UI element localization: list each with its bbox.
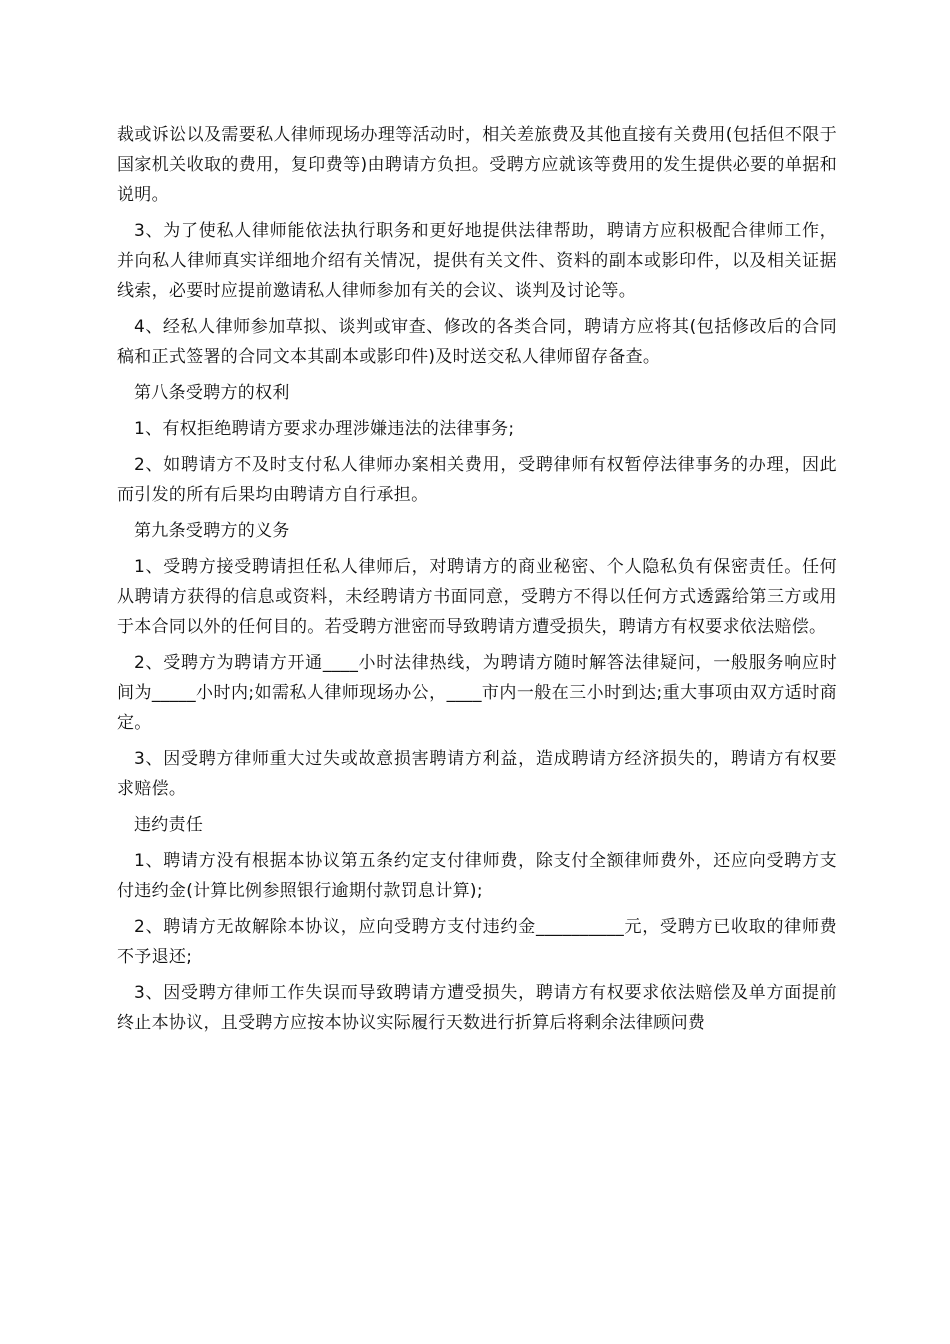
paragraph-late-payment: 1、聘请方没有根据本协议第五条约定支付律师费，除支付全额律师费外，还应向受聘方支付违约金(计算比例参照银行逾期付款罚息计算); bbox=[117, 851, 837, 901]
paragraph-travel-expenses: 裁或诉讼以及需要私人律师现场办理等活动时，相关差旅费及其他直接有关费用(包括但不限于国家机关收取的费用，复印费等)由聘请方负担。受聘方应就该等费用的发生提供必要的单据和说明。 bbox=[117, 125, 837, 205]
paragraph-cooperation: 3、为了使私人律师能依法执行职务和更好地提供法律帮助，聘请方应积极配合律师工作，并向私人律师真实详细地介绍有关情况，提供有关文件、资料的副本或影印件，以及相关证据线索，必要时应提前邀请私人律师参加有关的会议、谈判及讨论等。 bbox=[117, 221, 837, 301]
paragraph-work-error: 3、因受聘方律师工作失误而导致聘请方遭受损失，聘请方有权要求依法赔偿及单方面提前终止本协议，且受聘方应按本协议实际履行天数进行折算后将剩余法律顾问费 bbox=[117, 983, 837, 1033]
paragraph-right-refuse: 1、有权拒绝聘请方要求办理涉嫌违法的法律事务; bbox=[134, 419, 515, 439]
paragraph-gross-negligence: 3、因受聘方律师重大过失或故意损害聘请方利益，造成聘请方经济损失的，聘请方有权要求赔偿。 bbox=[117, 749, 837, 799]
paragraph-hotline: 2、受聘方为聘请方开通____小时法律热线，为聘请方随时解答法律疑问，一般服务响应时间为_____小时内;如需私人律师现场办公，____市内一般在三小时到达;重大事项由双方适时商定。 bbox=[117, 653, 837, 733]
document-body bbox=[117, 120, 837, 1044]
paragraph-right-suspend: 2、如聘请方不及时支付私人律师办案相关费用，受聘律师有权暂停法律事务的办理，因此而引发的所有后果均由聘请方自行承担。 bbox=[117, 455, 837, 505]
paragraph-termination-penalty: 2、聘请方无故解除本协议，应向受聘方支付违约金__________元，受聘方已收取的律师费不予退还; bbox=[117, 917, 837, 967]
paragraph-confidentiality: 1、受聘方接受聘请担任私人律师后，对聘请方的商业秘密、个人隐私负有保密责任。任何从聘请方获得的信息或资料，未经聘请方书面同意，受聘方不得以任何方式透露给第三方或用于本合同以外的任何目的。若受聘方泄密而导致聘请方遭受损失，聘请方有权要求依法赔偿。 bbox=[117, 557, 837, 637]
section-heading-liability: 违约责任 bbox=[134, 815, 204, 835]
paragraph-contract-copies: 4、经私人律师参加草拟、谈判或审查、修改的各类合同，聘请方应将其(包括修改后的合同稿和正式签署的合同文本其副本或影印件)及时送交私人律师留存备查。 bbox=[117, 317, 837, 367]
section-heading-article-8: 第八条受聘方的权利 bbox=[134, 383, 290, 403]
section-heading-article-9: 第九条受聘方的义务 bbox=[134, 521, 290, 541]
